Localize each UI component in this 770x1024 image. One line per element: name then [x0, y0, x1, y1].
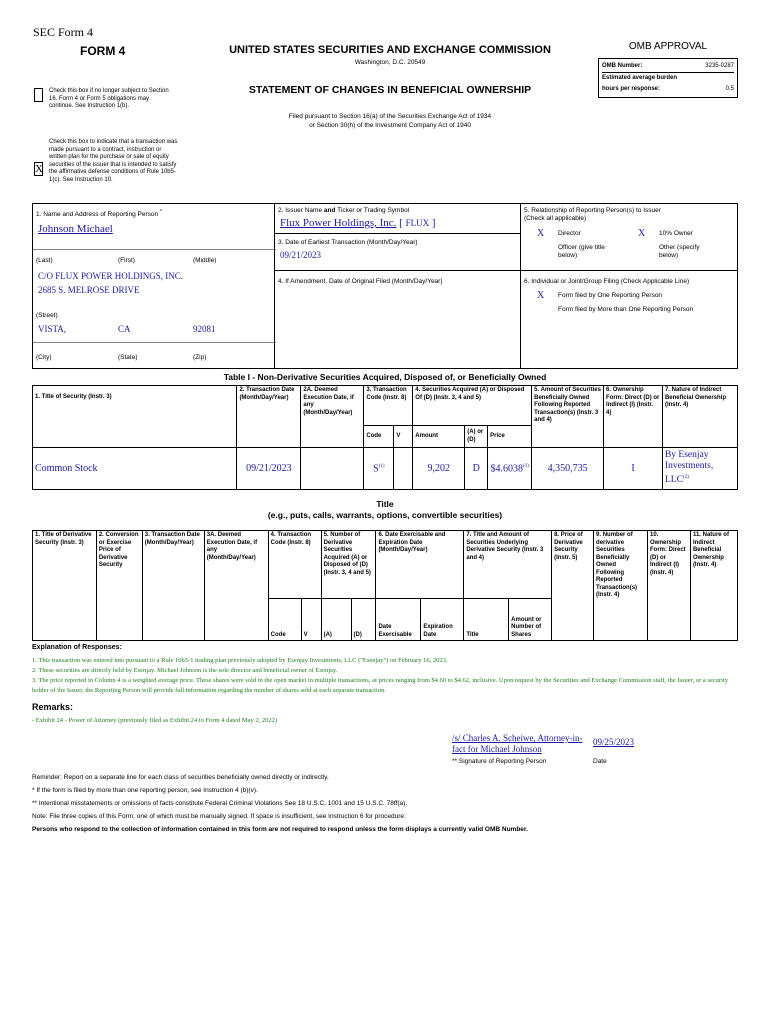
t1-h-v-sub: V: [394, 426, 413, 448]
box2-label: [278, 207, 409, 214]
t2-h-code-sub: Code: [268, 599, 301, 641]
address-block: [38, 269, 183, 297]
box6-filing: [520, 270, 738, 369]
t1-row-date: 09/21/2023: [237, 448, 301, 490]
footnotes: [32, 656, 738, 696]
box5-relationship: [520, 203, 738, 271]
box3-earliest-date: [274, 233, 521, 271]
officer-label: Officer (give title below): [558, 244, 605, 259]
t2-h-nature: 11. Nature of Indirect Beneficial Ownership (Instr. 4): [690, 531, 737, 641]
remarks-text: - Exhibit 24 - Power of Attorney (previously filed as Exhibit 24 to Form 4 dated May 2, 2022): [32, 717, 277, 724]
reporting-person-name[interactable]: Johnson Michael: [38, 223, 113, 235]
t1-row-nature-cell: [662, 448, 737, 490]
box5-label-text: 5. Relationship of Reporting Person(s) to Issuer: [524, 207, 661, 214]
ticker-open: [: [399, 217, 406, 229]
table-row: [33, 448, 738, 490]
footer-copies: Note: File three copies of this Form, one of which must be manually signed. If space is insufficient, see Instruction 6 for procedure.: [32, 813, 406, 820]
table2-title: Title: [376, 499, 394, 509]
t1-row-deemed: [301, 448, 364, 490]
remarks-heading: Remarks:: [32, 702, 74, 712]
t1-row-price-cell: [488, 448, 532, 490]
t1-row-code: S: [373, 463, 379, 475]
t1-h-deemed: 2A. Deemed Execution Date, if any (Month/Day/Year): [301, 386, 364, 448]
t2-h-price: 8. Price of Derivative Security (Instr. 5): [552, 531, 594, 641]
box2-label-a: 2. Issuer Name: [278, 207, 324, 214]
owner-check[interactable]: X: [638, 228, 646, 239]
filed-line-1: Filed pursuant to Section 16(a) of the Securities Exchange Act of 1934: [288, 113, 492, 120]
t2-h-title: 1. Title of Derivative Security (Instr. 3): [33, 531, 97, 641]
t1-row-nature-footnote: (2): [682, 475, 689, 481]
t2-h-title-sub: Title: [464, 599, 509, 641]
t1-row-nature: By Esenjay Investments, LLC: [664, 450, 714, 486]
omb-hours-label: hours per response:: [602, 86, 661, 92]
omb-hours-row: [602, 84, 734, 95]
t2-h-number: 5. Number of Derivative Securities Acquired (A) or Disposed of (D) (Instr. 3, 4 and 5): [321, 531, 376, 599]
footnote-1: 1. This transaction was entered into pursuant to a Rule 10b5-1 trading plan previously adopted by Esenjay Investments, LLC ("Esenjay") on February 16, 2023.: [32, 657, 448, 664]
t2-h-date-ex-sub: Date Exercisable: [376, 599, 421, 641]
t2-h-deemed: 3A. Deemed Execution Date, if any (Month/Day/Year): [204, 531, 268, 641]
table2-header-row: [33, 531, 738, 599]
t1-h-code-sub: Code: [364, 426, 394, 448]
box2-label-c: Ticker or Trading Symbol: [335, 207, 410, 214]
t1-row-code-footnote: (1): [378, 464, 385, 470]
signature: /s/ Charles A. Scheiwe, Attorney-in-fact for Michael Johnson: [452, 733, 583, 754]
last-label: (Last): [36, 257, 53, 264]
t2-h-date: 3. Transaction Date (Month/Day/Year): [142, 531, 204, 641]
address-line-1: C/O FLUX POWER HOLDINGS, INC.: [38, 271, 184, 281]
t1-h-title: 1. Title of Security (Instr. 3): [33, 386, 237, 448]
section16-checkbox[interactable]: [34, 88, 43, 102]
table2-subtitle: (e.g., puts, calls, warrants, options, convertible securities): [267, 510, 503, 520]
t1-h-form: 6. Ownership Form: Direct (D) or Indirect (I) (Instr. 4): [604, 386, 663, 448]
box4-label: 4. If Amendment, Date of Original Filed (Month/Day/Year): [278, 278, 443, 285]
issuer-name[interactable]: Flux Power Holdings, Inc.: [280, 217, 397, 229]
street-label: (Street): [36, 312, 58, 319]
t1-h-price-sub: Price: [488, 426, 532, 448]
box1-label-text: 1. Name and Address of Reporting Person: [36, 211, 159, 219]
table2: [32, 530, 738, 641]
other-label: Other (specify below): [659, 244, 700, 259]
filed-pursuant: [210, 112, 570, 130]
director-check[interactable]: X: [537, 228, 545, 239]
signature-date: 09/25/2023: [593, 737, 635, 747]
t1-h-aord-sub: (A) or (D): [465, 426, 488, 448]
issuer-ticker: [280, 217, 436, 229]
t2-h-form: 10. Ownership Form: Direct (D) or Indirect (I) (Instr. 4): [647, 531, 690, 641]
box1-divider: [33, 249, 276, 250]
t2-h-conversion: 2. Conversion or Exercise Price of Derivative Security: [96, 531, 142, 641]
t2-h-amount-sub: Amount or Number of Shares: [509, 599, 552, 641]
city-value: VISTA,: [38, 324, 67, 334]
footer-multi-person: * If the form is filed by more than one reporting person, see Instruction 4 (b)(v).: [32, 787, 258, 794]
one-person-check[interactable]: X: [537, 290, 545, 301]
omb-approval: [598, 41, 738, 98]
agency-name: UNITED STATES SECURITIES AND EXCHANGE COMMISSION: [229, 44, 551, 56]
t1-row-code-cell: [364, 448, 394, 490]
box1-label: [36, 209, 162, 218]
t1-row-v: [394, 448, 413, 490]
zip-value: 92081: [193, 324, 216, 334]
ticker-symbol: FLUX: [405, 218, 430, 228]
t1-row-aord: D: [465, 448, 488, 490]
t2-h-exercisable: 6. Date Exercisable and Expiration Date (Month/Day/Year): [376, 531, 464, 599]
box2-label-b: and: [323, 207, 336, 214]
box5-sub: (Check all applicable): [524, 215, 587, 222]
t1-row-title: Common Stock: [33, 448, 237, 490]
footer-misstatements: ** Intentional misstatements or omissions of facts constitute Federal Criminal Violations See 18 U.S.C. 1001 and 15 U.S.C. 78ff(a).: [32, 800, 408, 807]
t1-row-form: I: [604, 448, 663, 490]
earliest-date-value: 09/21/2023: [280, 250, 322, 260]
state-label: (State): [118, 354, 138, 361]
footer-omb-notice: Persons who respond to the collection of information contained in this form are not required to respond unless the form displays a currently valid OMB Number.: [32, 826, 528, 833]
owner-label: 10% Owner: [659, 230, 693, 237]
omb-burden-label: Estimated average burden: [602, 75, 678, 81]
form-number: FORM 4: [80, 44, 126, 58]
box1-divider-2: [33, 342, 276, 343]
t1-h-owned: 5. Amount of Securities Beneficially Owned Following Reported Transaction(s) (Instr. 3 and 4): [532, 386, 604, 448]
first-label: (First): [118, 257, 135, 264]
rule10b5-checkbox[interactable]: X: [35, 163, 43, 175]
footnote-2: 2. These securities are directly held by Esenjay. Michael Johnson is the sole director and beneficial owner of Esenjay.: [32, 667, 338, 674]
t2-h-a-sub: (A): [321, 599, 351, 641]
t1-h-date: 2. Transaction Date (Month/Day/Year): [237, 386, 301, 448]
box1-reporting-person: [32, 203, 275, 369]
sec-form-label: SEC Form 4: [33, 25, 94, 39]
t2-h-exp-sub: Expiration Date: [421, 599, 464, 641]
box4-amendment: [274, 270, 521, 369]
rule10b5-text: Check this box to indicate that a transaction was made pursuant to a contract, instruction or written plan for the purchase or sale of equity securities of the issuer that is intended to satisfy the affirmative defense conditions of Rule 10b5-1(c). See Instruction 10.: [49, 139, 178, 183]
footer-reminder: Reminder: Report on a separate line for each class of securities beneficially owned directly or indirectly.: [32, 774, 329, 781]
city-label: (City): [36, 354, 52, 361]
t1-h-amount-sub: Amount: [413, 426, 465, 448]
t2-h-owned: 9. Number of derivative Securities Beneficially Owned Following Reported Transaction(s) (Instr. 4): [594, 531, 648, 641]
omb-box: [598, 58, 738, 98]
table1: [32, 385, 738, 490]
ticker-close: ]: [429, 217, 436, 229]
omb-number-row: [602, 61, 734, 73]
t2-h-code: 4. Transaction Code (Instr. 8): [268, 531, 321, 599]
address-line-2: 2685 S. MELROSE DRIVE: [38, 285, 140, 295]
table2-title-block: [32, 499, 738, 521]
footnote-3: 3. The price reported in Column 4 is a weighted average price. These shares were sold in the open market in multiple transactions, at prices ranging from $4.60 to $4.62, inclusive. Upon request by the Securities and Exchange Commission staff, the Issuer, or a security holder of the Issuer, the Reporting Person will provide full information regarding the number of shares sold at each separate transaction.: [32, 677, 728, 694]
section16-text: Check this box if no longer subject to Section 16. Form 4 or Form 5 obligations may continue. See Instruction 1(b).: [49, 88, 169, 109]
t1-h-nature: 7. Nature of Indirect Beneficial Ownership (Instr. 4): [662, 386, 737, 448]
omb-title: OMB APPROVAL: [628, 41, 708, 52]
box5-label: [524, 207, 661, 223]
middle-label: (Middle): [193, 257, 217, 264]
box3-label: 3. Date of Earliest Transaction (Month/Day/Year): [278, 239, 418, 246]
t2-h-d-sub: (D): [351, 599, 376, 641]
box1-asterisk: *: [159, 209, 162, 215]
date-label: Date: [593, 758, 607, 765]
one-person-label: Form filed by One Reporting Person: [558, 292, 663, 299]
state-value: CA: [118, 324, 131, 334]
t1-row-price-footnote: (3): [522, 464, 529, 470]
t2-h-underlying: 7. Title and Amount of Securities Underlying Derivative Security (Instr. 3 and 4): [464, 531, 552, 599]
omb-number-value: 3235-0287: [705, 63, 734, 69]
agency-city: Washington, D.C. 20549: [354, 59, 426, 66]
table1-title: Table I - Non-Derivative Securities Acquired, Disposed of, or Beneficially Owned: [223, 372, 547, 382]
explanation-heading: Explanation of Responses:: [32, 644, 122, 651]
statement-title: STATEMENT OF CHANGES IN BENEFICIAL OWNERSHIP: [248, 84, 532, 96]
t1-row-owned: 4,350,735: [532, 448, 604, 490]
t1-h-securities: 4. Securities Acquired (A) or Disposed Of (D) (Instr. 3, 4 and 5): [413, 386, 532, 426]
table1-header-row: [33, 386, 738, 426]
omb-number-label: OMB Number:: [602, 63, 643, 69]
more-person-label: Form filed by More than One Reporting Person: [558, 306, 694, 313]
box2-issuer: [274, 203, 521, 234]
zip-label: (Zip): [193, 354, 207, 361]
footer-notes: [32, 771, 738, 836]
filed-line-2: or Section 30(h) of the Investment Company Act of 1940: [309, 122, 471, 129]
omb-hours-value: 0.5: [725, 86, 734, 92]
director-label: Director: [558, 230, 581, 237]
t1-row-price: $4.6038: [490, 463, 523, 475]
signature-label: ** Signature of Reporting Person: [452, 758, 547, 765]
t1-h-code: 3. Transaction Code (Instr. 8): [364, 386, 413, 426]
t1-row-amount: 9,202: [413, 448, 465, 490]
t2-h-v-sub: V: [301, 599, 321, 641]
box6-label: 6. Individual or Joint/Group Filing (Check Applicable Line): [524, 278, 690, 285]
